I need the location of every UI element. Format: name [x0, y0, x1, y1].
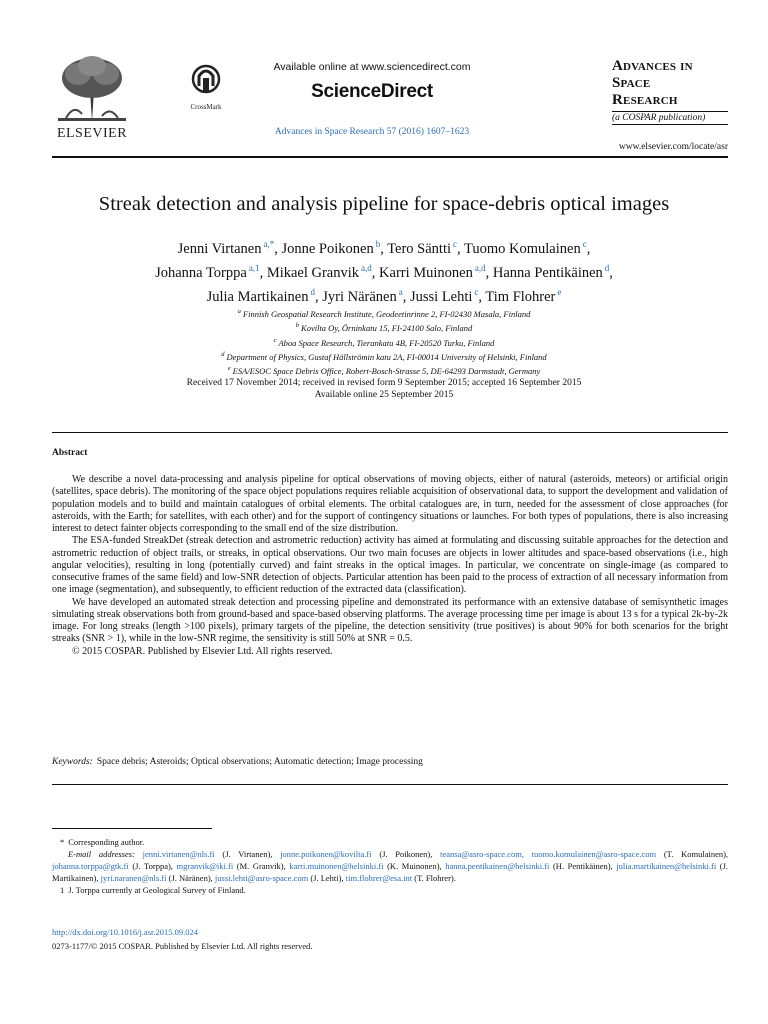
email-owner: (K. Muinonen),: [387, 861, 442, 871]
article-history: [40, 377, 728, 401]
footnote-1-mark: 1: [60, 885, 65, 895]
email-label: E-mail addresses:: [68, 849, 135, 859]
abstract-paragraph: We describe a novel data-processing and analysis pipeline for optical observations of moving objects, either of natural (asteroids, meteors) or artificial origin (satellites, space debris). The monitoring of the space object populations requires reliable acquisition of observational data, to support the development and validation of population models and to build and maintain catalogues of orbital elements. The orbital catalogues are, in turn, needed for the assessment of close approaches (for asteroids, with the Earth; for satellites, with each other) and for the support of contingency situations or launches. For both types of populations, there is also increasing interest to detect fainter objects corresponding to the small end of the size distribution.: [52, 474, 728, 534]
crossmark-label: CrossMark: [190, 103, 222, 111]
affiliation-text: Kovilta Oy, Örninkatu 15, FI-24100 Salo, Finland: [301, 323, 473, 334]
author-affiliation-mark[interactable]: a,d: [361, 262, 372, 273]
doi-link[interactable]: http://dx.doi.org/10.1016/j.asr.2015.09.024: [52, 927, 198, 937]
email-link[interactable]: johanna.torppa@gtk.fi: [52, 861, 129, 871]
email-link[interactable]: tim.flohrer@esa.int: [345, 873, 413, 883]
author-name: Jussi Lehti: [409, 288, 473, 305]
affiliation-key: e: [227, 365, 231, 373]
keywords-text: Space debris; Asteroids; Optical observations; Automatic detection; Image processing: [96, 757, 423, 767]
author-name: Johanna Torppa: [155, 264, 247, 281]
email-link[interactable]: teansa@asro-space.com,: [440, 849, 524, 859]
abstract-heading: Abstract: [52, 448, 88, 458]
email-link[interactable]: julia.martikainen@helsinki.fi: [616, 861, 717, 871]
email-link[interactable]: karri.muinonen@helsinki.fi: [289, 861, 384, 871]
affiliation-text: Department of Physics, Gustaf Hällströmin katu 2A, FI-00014 University of Helsinki, Finland: [226, 351, 547, 362]
email-owner: (J. Virtanen),: [222, 849, 273, 859]
author-affiliation-mark[interactable]: a,1: [248, 262, 260, 273]
email-link[interactable]: hanna.pentikainen@helsinki.fi: [445, 861, 550, 871]
author-affiliation-mark[interactable]: e: [557, 286, 562, 297]
affiliation-item: [40, 335, 728, 349]
email-owner: (J. Poikonen),: [379, 849, 433, 859]
author-name: Karri Muinonen: [379, 264, 473, 281]
author-name: Tuomo Komulainen: [464, 240, 581, 257]
affiliation-text: Aboa Space Research, Tierankatu 4B, FI-20520 Turku, Finland: [278, 337, 495, 348]
author-name: Julia Martikainen: [206, 288, 309, 305]
affiliation-key: d: [221, 350, 225, 358]
masthead-line-3: Research: [612, 92, 678, 108]
affiliation-list: [40, 306, 728, 378]
author-affiliation-mark[interactable]: c: [582, 239, 587, 249]
available-online-text: Available online at www.sciencedirect.com: [273, 61, 471, 73]
corresponding-mark: *: [60, 837, 65, 847]
email-owner: (J. Näränen),: [168, 873, 213, 883]
masthead-line-1: Advances in: [612, 58, 693, 74]
sciencedirect-logo: ScienceDirect: [311, 81, 433, 102]
affiliation-text: ESA/ESOC Space Debris Office, Robert-Bosch-Strasse 5, DE-64293 Darmstadt, Germany: [232, 366, 541, 377]
author-name: Jenni Virtanen: [177, 240, 262, 257]
masthead-subtitle: (a COSPAR publication): [612, 111, 728, 125]
abstract-bottom-rule: [52, 784, 728, 785]
available-online-date: Available online 25 September 2015: [314, 390, 454, 400]
affiliation-key: b: [295, 322, 300, 330]
email-owner: (T. Komulainen),: [663, 849, 729, 859]
affiliation-key: c: [273, 336, 277, 344]
article-title: Streak detection and analysis pipeline for space-debris optical images: [98, 193, 670, 215]
email-owner: (T. Flohrer).: [414, 873, 456, 883]
publisher-name: ELSEVIER: [56, 126, 128, 141]
copyright-line: © 2015 COSPAR. Published by Elsevier Ltd. All rights reserved.: [72, 645, 333, 657]
keywords-label: Keywords:: [52, 757, 93, 767]
affiliation-item: [40, 349, 728, 363]
author-affiliation-mark[interactable]: a,d: [474, 262, 486, 273]
author-affiliation-mark[interactable]: a,*: [263, 239, 275, 249]
author-affiliation-mark[interactable]: a: [398, 286, 403, 297]
author-name: Tim Flohrer: [485, 288, 556, 305]
journal-url[interactable]: www.elsevier.com/locate/asr: [618, 142, 728, 152]
email-link[interactable]: jyri.naranen@nls.fi: [100, 873, 167, 883]
abstract-paragraph: We have developed an automated streak detection and processing pipeline and demonstrated its performance with an extensive database of semisynthetic images simulating streak observations both from ground-based and space-based observing platforms. The average processing time per image is about 13 s for a typical 2k-by-2k image. For long streaks (length >100 pixels), primary targets of the pipeline, the detection sensitivity (true positives) is about 90% for both scenarios for the bright streaks (SNR > 1), while in the low-SNR regime, the sensitivity is still 50% at SNR = 0.5.: [52, 596, 728, 645]
affiliation-item: [40, 306, 728, 320]
author-name: Jonne Poikonen: [281, 240, 374, 257]
email-owner: (J. Martikainen),: [52, 861, 729, 883]
footnote-1-text: J. Torppa currently at Geological Survey of Finland.: [68, 885, 246, 895]
author-affiliation-mark[interactable]: b: [375, 239, 381, 249]
author-affiliation-mark[interactable]: c: [453, 239, 458, 249]
footnote-rule: [52, 828, 212, 829]
received-dates: Received 17 November 2014; received in revised form 9 September 2015; accepted 16 September 2015: [186, 378, 582, 388]
author-name: Tero Säntti: [387, 240, 452, 257]
crossmark-badge[interactable]: [186, 64, 226, 111]
corresponding-author-note: [52, 836, 728, 848]
affiliation-item: [40, 363, 728, 377]
email-link[interactable]: jonne.poikonen@kovilta.fi: [280, 849, 372, 859]
journal-masthead: [612, 58, 728, 125]
email-owner: (H. Pentikäinen),: [552, 861, 613, 871]
abstract-body: [52, 474, 728, 658]
masthead-line-2: Space: [612, 75, 651, 91]
corresponding-text: Corresponding author.: [68, 837, 145, 847]
keywords-line: [52, 757, 728, 767]
header-rule: [52, 156, 728, 158]
crossmark-icon: [191, 64, 221, 96]
email-addresses: [52, 848, 728, 884]
issn-copyright-line: 0273-1177/© 2015 COSPAR. Published by Elsevier Ltd. All rights reserved.: [52, 941, 313, 951]
author-affiliation-mark[interactable]: d: [604, 262, 610, 273]
email-link[interactable]: jussi.lehti@asro-space.com: [214, 873, 309, 883]
email-link[interactable]: jenni.virtanen@nls.fi: [142, 849, 215, 859]
abstract-top-rule: [52, 432, 728, 433]
affiliation-item: [40, 320, 728, 334]
abstract-paragraph: The ESA-funded StreakDet (streak detection and astrometric reduction) activity has aimed at formulating and discussing suitable approaches for the detection and astrometric reduction of object trails, or streaks, in optical observations. Our two main focuses are objects in lower altitudes and space-based observations (i.e., high angular velocities), resulting in long (potentially curved) and faint streaks in the optical images. In particular, we concentrate on single-image (as compared to consecutive frames of the same field) and low-SNR detection of objects. Particular attention has been paid to the process of extraction of all necessary information from one image (segmentation), and subsequently, to efficient reduction of the extracted data (classification).: [52, 535, 728, 596]
affiliation-key: a: [237, 308, 241, 315]
author-name: Jyri Näränen: [322, 288, 397, 305]
footnotes: [52, 836, 728, 896]
author-list: Jenni Virtanen $^{a,*}$, Jonne Poikonen $^b$, Tero Säntti $^c$, Tuomo Komulainen $^c$, Johanna Torppa $^{a,1}$, Mikael Granvik $^{a,d}$, Karri Muinonen $^{a,d}$, Hanna Pentikäinen $^d$, Julia Martikainen $^d$, Jyri Näränen $^a$, Jussi Lehti $^c$, Tim Flohrer $^e$: [155, 239, 613, 305]
author-name: Hanna Pentikäinen: [492, 264, 603, 281]
author-affiliation-mark[interactable]: c: [474, 286, 479, 297]
footnote-1: [52, 884, 728, 896]
email-owner: (J. Lehti),: [310, 873, 344, 883]
author-affiliation-mark[interactable]: d: [310, 286, 315, 297]
author-name: Mikael Granvik: [266, 264, 360, 281]
email-link[interactable]: tuomo.komulainen@asro-space.com: [531, 849, 657, 859]
affiliation-text: Finnish Geospatial Research Institute, Geodeetinrinne 2, FI-02430 Masala, Finland: [242, 308, 531, 319]
email-owner: (M. Granvik),: [236, 861, 286, 871]
email-link[interactable]: mgranvik@iki.fi: [176, 861, 234, 871]
journal-citation-link[interactable]: Advances in Space Research 57 (2016) 1607–1623: [274, 127, 470, 137]
email-owner: (J. Torppa),: [132, 861, 173, 871]
